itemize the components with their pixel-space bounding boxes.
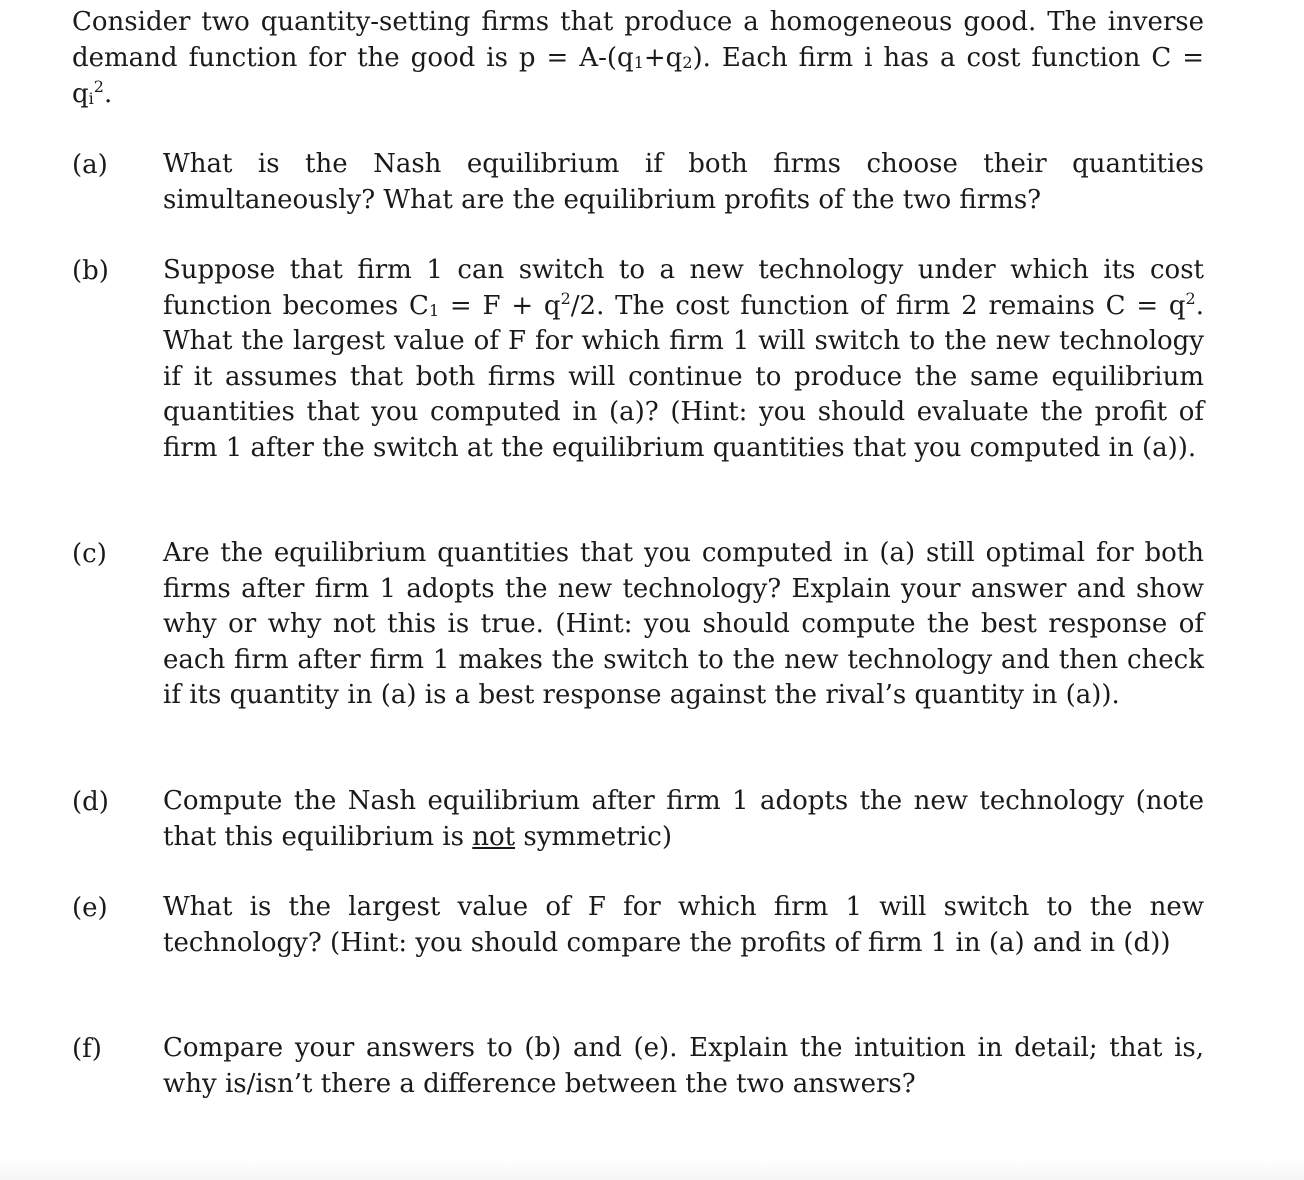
- question-b: [72, 253, 1204, 466]
- question-c-label: (c): [72, 539, 107, 569]
- intro-text-3: ). Each firm i has a cost function C = q: [72, 43, 1204, 109]
- question-f-label: (f): [72, 1034, 102, 1064]
- question-d-emphasis: not: [472, 821, 516, 852]
- question-b-subscript-1: 1: [428, 300, 440, 320]
- question-a: [72, 147, 1204, 218]
- question-d: [72, 784, 1204, 855]
- question-b-text-3: /2. The cost function of firm 2 remains C = q: [570, 290, 1186, 321]
- question-d-text-1: Compute the Nash equilibrium after firm 1 adopts the new technology (note that this equilibrium is: [163, 786, 1204, 852]
- question-e-label: (e): [72, 893, 108, 923]
- question-f: [72, 1031, 1204, 1102]
- question-f-text: Compare your answers to (b) and (e). Explain the intuition in detail; that is, why is/isn’t there a difference between the two answers?: [163, 1033, 1204, 1099]
- question-b-text: [163, 253, 1204, 466]
- question-d-text-2: symmetric): [515, 821, 672, 852]
- question-e-text: What is the largest value of F for which firm 1 will switch to the new technology? (Hint: you should compare the profits of firm 1 in (a) and in (d)): [163, 892, 1204, 958]
- page-bottom-band: [0, 1158, 1304, 1180]
- question-b-text-1: Suppose that firm 1 can switch to a new technology under which its cost function becomes C: [163, 255, 1204, 321]
- question-b-text-2: = F + q: [439, 290, 561, 321]
- question-e: [72, 890, 1204, 961]
- question-a-text: What is the Nash equilibrium if both firms choose their quantities simultaneously? What are the equilibrium profits of the two firms?: [163, 149, 1204, 215]
- question-b-text-4: . What the largest value of F for which firm 1 will switch to the new technology if it assumes that both firms will continue to produce the same equilibrium quantities that you computed in (a)? (Hint: you should evaluate the profit of firm 1 after the switch at the equilibrium quantities that you computed in (a)).: [163, 290, 1204, 463]
- question-d-label: (d): [72, 787, 109, 817]
- intro-subscript-1: 1: [633, 53, 644, 72]
- question-c-text: Are the equilibrium quantities that you computed in (a) still optimal for both firms after firm 1 adopts the new technology? Explain your answer and show why or why not this is true. (Hint: you should compute the best response of each firm after firm 1 makes the switch to the new technology and then check if its quantity in (a) is a best response against the rival’s quantity in (a)).: [163, 538, 1204, 710]
- intro-text-2: +q: [643, 43, 683, 73]
- problem-intro: [72, 4, 1204, 112]
- intro-subscript-2: 2: [682, 53, 693, 72]
- question-b-label: (b): [72, 256, 109, 286]
- intro-subscript-i: i: [88, 89, 94, 108]
- question-b-superscript-2: 2: [1185, 288, 1196, 308]
- question-a-label: (a): [72, 150, 108, 180]
- question-b-superscript-1: 2: [560, 288, 571, 308]
- question-d-text: [163, 784, 1204, 855]
- question-c: [72, 536, 1204, 714]
- intro-superscript-2: 2: [93, 77, 104, 96]
- intro-text-4: .: [103, 79, 113, 109]
- intro-text-1: Consider two quantity-setting firms that produce a homogeneous good. The inverse demand function for the good is p = A-(q: [72, 7, 1204, 73]
